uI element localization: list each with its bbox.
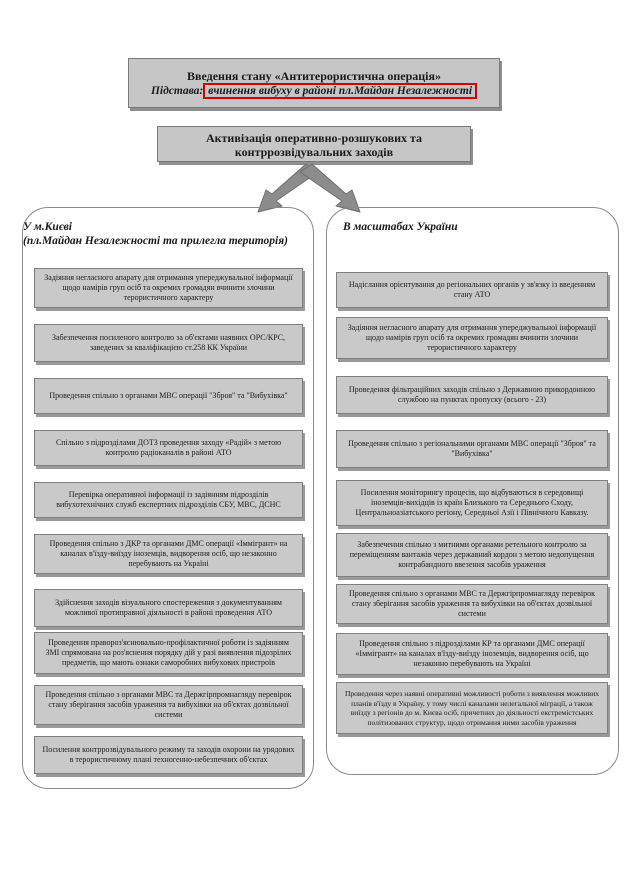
kyiv-column bbox=[22, 207, 314, 789]
ukraine-item: Проведення спільно з підрозділами КР та органами ДМС операції «Іммігрант» на каналах в'їзду-виїзду іноземців, видворення осіб, що незаконно перебувають на Україні bbox=[336, 633, 608, 675]
kyiv-item: Посилення контррозвідувального режиму та заходів охорони на урядових в терористичному плані техногенно-небезпечних об'єктах bbox=[34, 736, 303, 774]
ukraine-item: Надіслання орієнтування до регіональних органів у зв'язку із введенням стану АТО bbox=[336, 272, 608, 308]
kyiv-item: Задіяння негласного апарату для отримання упереджувальної інформації щодо намірів груп осіб та окремих громадян вчинити злочини терористичного характеру bbox=[34, 268, 303, 308]
ukraine-item: Забезпечення спільно з митними органами ретельного контролю за переміщенням вантажів через державний кордон з метою недопущення контрабандного ввезення засобів ураження bbox=[336, 533, 608, 577]
arrow-right-icon bbox=[300, 164, 360, 212]
kyiv-item: Здійснення заходів візуального спостереження з документуванням можливої протиправної діяльності в районі проведення АТО bbox=[34, 589, 303, 627]
ukraine-column-title: В масштабах України bbox=[343, 221, 458, 233]
kyiv-item: Забезпечення посиленого контролю за об'єктами наявних ОРС/КРС, заведених за кваліфікацією ст.258 КК України bbox=[34, 324, 303, 362]
kyiv-item: Проведення спільно з ДКР та органами ДМС операції «Іммігрант» на каналах в'їзду-виїзду іноземців, видворення осіб, що незаконно перебувають на Україні bbox=[34, 534, 303, 574]
basis-label: Підстава: bbox=[150, 85, 204, 97]
ukraine-column bbox=[326, 207, 619, 775]
ukraine-item: Проведення через наявні оперативні можливості роботи з виявлення можливих планів в'їзду в Україну, у тому числі каналами нелегальної міграції, а також виїзду з регіонів до м. Києва осіб, причетних до діяльності екстремістських політизованих структур, щодо отримання ними засобів ураження bbox=[336, 682, 608, 734]
kyiv-item: Проведення правороз'яснювально-профілактичної роботи із задіянням ЗМІ спрямована на роз'яснення порядку дій у разі виявлення підозрілих предметів, що мають ознаки саморобних вибухових пристроїв bbox=[34, 632, 303, 674]
ukraine-item: Проведення фільтраційних заходів спільно з Державною прикордонною службою на пунктах пропуску (всього - 23) bbox=[336, 376, 608, 414]
ukraine-item: Проведення спільно з органами МВС та Держгірпромнагляду перевірок стану зберігання засобів ураження та вибухівки на об'єктах дозвільної системи bbox=[336, 584, 608, 624]
kyiv-title-line2: (пл.Майдан Незалежності та прилегла територія) bbox=[23, 235, 289, 247]
kyiv-title-line1: У м.Києві bbox=[23, 221, 72, 233]
kyiv-item: Перевірка оперативної інформації із задіянням підрозділів вибухотехнічних служб експертних підрозділів СБУ, МВС, ДСНС bbox=[34, 482, 303, 518]
activation-text: Активізація оперативно-розшукових та контррозвідувальних заходів bbox=[205, 131, 423, 159]
kyiv-column-title bbox=[23, 220, 313, 248]
ukraine-item: Задіяння негласного апарату для отримання упереджувальної інформації щодо намірів груп осіб та окремих громадян вчинити злочини терористичного характеру bbox=[336, 317, 608, 359]
kyiv-item: Проведення спільно з органами МВС операції "Зброя" та "Вибухівка" bbox=[34, 378, 303, 414]
kyiv-item: Проведення спільно з органами МВС та Держгірпромнагляду перевірок стану зберігання засобів ураження та вибухівки на об'єктах дозвільної системи bbox=[34, 685, 303, 725]
basis-highlight: вчинення вибуху в районі пл.Майдан Незалежності bbox=[203, 83, 477, 99]
ukraine-item: Посилення моніторингу процесів, що відбуваються в середовищі іноземців-вихідців із країн Близького та Середнього Сходу, Центральноазіатського регіону, Середньої Азії і Північного Кавказу. bbox=[336, 480, 608, 526]
kyiv-item: Спільно з підрозділами ДОТЗ проведення заходу «Радій» з метою контролю радіоканалів в районі АТО bbox=[34, 430, 303, 466]
header-title: Введення стану «Антитерористична операція» bbox=[187, 69, 441, 83]
ukraine-item: Проведення спільно з регіональними органами МВС операції "Зброя" та "Вибухівка" bbox=[336, 430, 608, 468]
